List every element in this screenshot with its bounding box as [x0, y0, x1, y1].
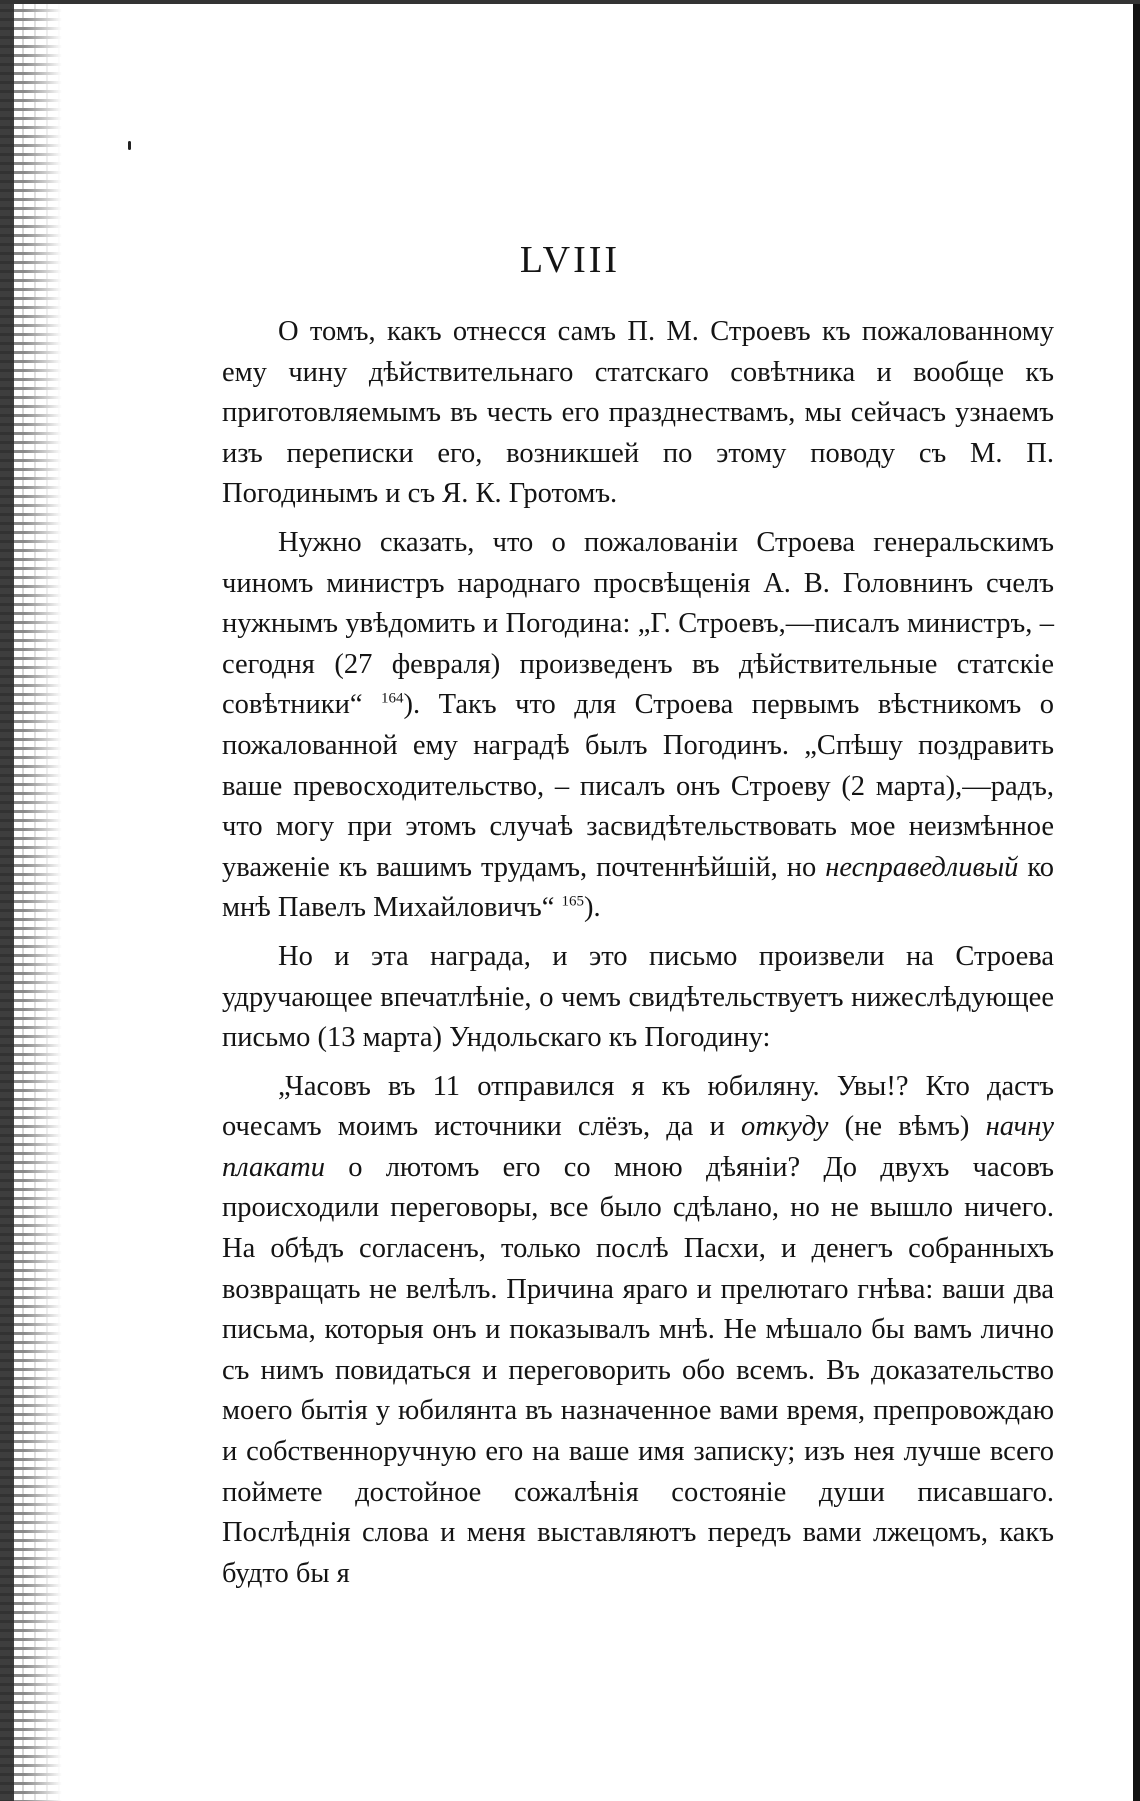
paragraph-4	[222, 1067, 1054, 1595]
text-run: ).	[584, 892, 601, 924]
footnote-ref: 164	[381, 690, 404, 707]
text-run: о лютомъ его со мною дѣяніи? До двухъ часовъ происходили переговоры, все было сдѣлано, но не вышло ничего. На обѣдъ согласенъ, только послѣ Пасхи, и денегъ собранныхъ возвращать не велѣлъ. Причина яраго и прелютаго гнѣва: ваши два письма, которыя онъ и показывалъ мнѣ. Не мѣшало бы вамъ лично съ нимъ повидаться и переговорить обо всемъ. Въ доказательство моего бытія у юбилянта въ назначенное вами время, препровождаю и собственноручную его на ваше имя записку; изъ нея лучше всего поймете достойное сожалѣнія состояніе души писавшаго. Послѣднія слова и меня выставляютъ передъ вами лжецомъ, какъ будто бы я	[222, 1151, 1054, 1589]
text-run: (не вѣмъ)	[828, 1111, 986, 1143]
text-run: „Часовъ въ 11 отправился я къ юбиляну. Увы!? Кто дастъ очесамъ моимъ источники слёзъ, да и	[222, 1070, 1054, 1143]
body-text	[222, 312, 1054, 1594]
scan-speck	[128, 141, 131, 150]
paragraph-1	[222, 312, 1054, 515]
italic-run: несправедливый	[825, 851, 1019, 883]
paragraph-3	[222, 937, 1054, 1059]
text-run: ). Такъ что для Строева первымъ вѣстникомъ о пожалованной ему наградѣ былъ Погодинъ. „Спѣшу поздравить ваше превосходительство, – писалъ онъ Строеву (2 марта),—радъ, что могу при этомъ случаѣ засвидѣтельствовать мое неизмѣнное уваженіе къ вашимъ трудамъ, почтеннѣйшій, но	[222, 689, 1054, 883]
text-run: Нужно сказать, что о пожалованіи Строева генеральскимъ чиномъ министръ народнаго просвѣщенія А. В. Головнинъ счелъ нужнымъ увѣдомить и Погодина: „Г. Строевъ,—писалъ министръ, – сегодня (27 февраля) произведенъ въ дѣйствительные статскіе совѣтники“	[222, 526, 1054, 721]
italic-run: откуду	[741, 1111, 829, 1143]
italic-run: начну плакати	[222, 1111, 1054, 1183]
text-run: Но и эта награда, и это письмо произвели на Строева удручающее впечатлѣніе, о чемъ свидѣтельствуетъ нижеслѣдующее письмо (13 марта) Ундольскаго къ Погодину:	[222, 940, 1054, 1054]
text-run: ко мнѣ Павелъ Михайловичъ“	[222, 851, 1054, 924]
paragraph-2	[222, 523, 1054, 929]
text-run: О томъ, какъ отнесся самъ П. М. Строевъ къ пожалованному ему чину дѣйствительнаго статскаго совѣтника и вообще къ приготовляемымъ въ честь его празднествамъ, мы сейчасъ узнаемъ изъ переписки его, возникшей по этому поводу съ М. П. Погодинымъ и съ Я. К. Гротомъ.	[222, 316, 1054, 510]
scan-edge-top	[0, 0, 1140, 4]
chapter-heading: LVIII	[519, 239, 621, 281]
footnote-ref: 165	[561, 893, 585, 910]
